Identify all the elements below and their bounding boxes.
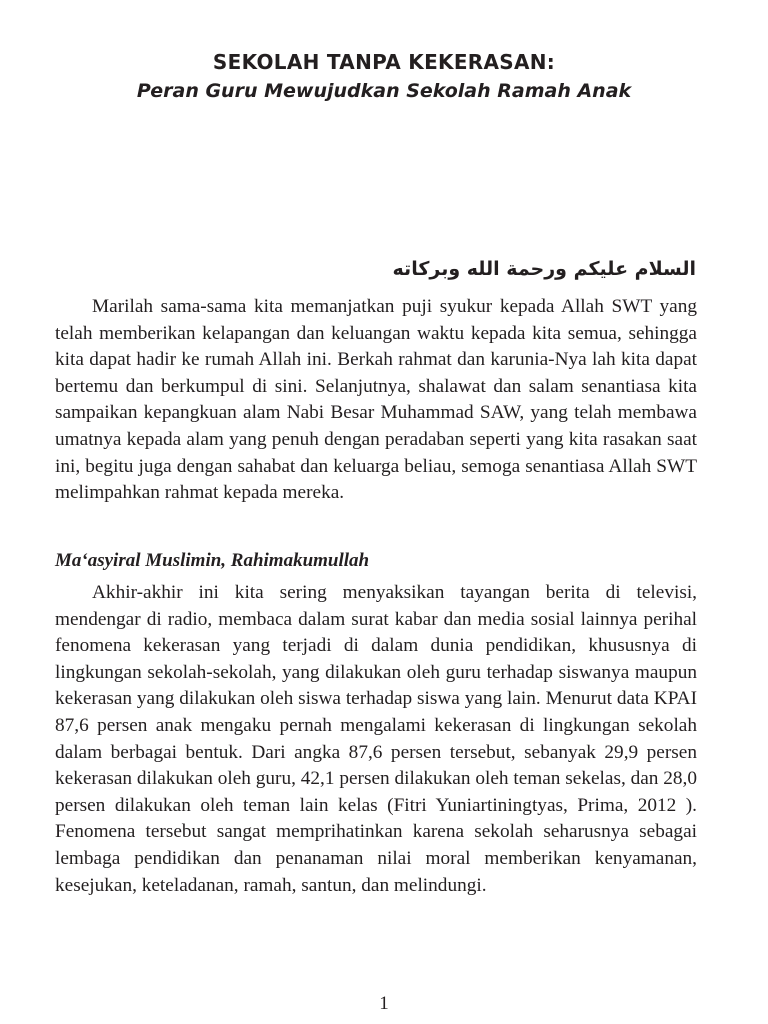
section-heading: Ma‘asyiral Muslimin, Rahimakumullah [55, 550, 370, 571]
paragraph-violence [55, 580, 697, 899]
page-subtitle: Peran Guru Mewujudkan Sekolah Ramah Anak [136, 80, 632, 102]
page-title: SEKOLAH TANPA KEKERASAN: [212, 50, 556, 74]
paragraph-opening [55, 294, 697, 507]
page-number: 1 [379, 993, 389, 1014]
paragraph-violence-text: Akhir-akhir ini kita sering menyaksikan tayangan berita di televisi, mendengar di radio, membaca dalam surat kabar dan media sosial lainnya perihal fenomena kekerasan yang terjadi di dalam dunia pendidikan, khususnya di lingkungan sekolah-sekolah, yang dilakukan oleh guru terhadap siswanya maupun kekerasan yang dilakukan oleh siswa terhadap siswa yang lain. Menurut data KPAI 87,6 persen anak mengaku pernah mengalami kekerasan di lingkungan sekolah dalam berbagai bentuk. Dari angka 87,6 persen tersebut, sebanyak 29,9 persen kekerasan dilakukan oleh guru, 42,1 persen dilakukan oleh teman sekelas, dan 28,0 persen dilakukan oleh teman lain kelas (Fitri Yuniartiningtyas, Prima, 2012 ). Fenomena tersebut sangat memprihatinkan karena sekolah seharusnya sebagai lembaga pendidikan dan penanaman nilai moral memberikan kenyamanan, kesejukan, keteladanan, ramah, santun, dan melindungi. [55, 582, 697, 896]
arabic-greeting: السلام عليكم ورحمة الله وبركاته [392, 258, 696, 280]
paragraph-opening-text: Marilah sama-sama kita memanjatkan puji syukur kepada Allah SWT yang telah memberikan kelapangan dan keluangan waktu kepada kita semua, sehingga kita dapat hadir ke rumah Allah ini. Berkah rahmat dan karunia-Nya lah kita dapat bertemu dan berkumpul di sini. Selanjutnya, shalawat dan salam senantiasa kita sampaikan kepangkuan alam Nabi Besar Muhammad SAW, yang telah membawa umatnya kepada alam yang penuh dengan peradaban seperti yang kita rasakan saat ini, begitu juga dengan sahabat dan keluarga beliau, semoga senantiasa Allah SWT melimpahkan rahmat kepada mereka. [55, 296, 697, 504]
